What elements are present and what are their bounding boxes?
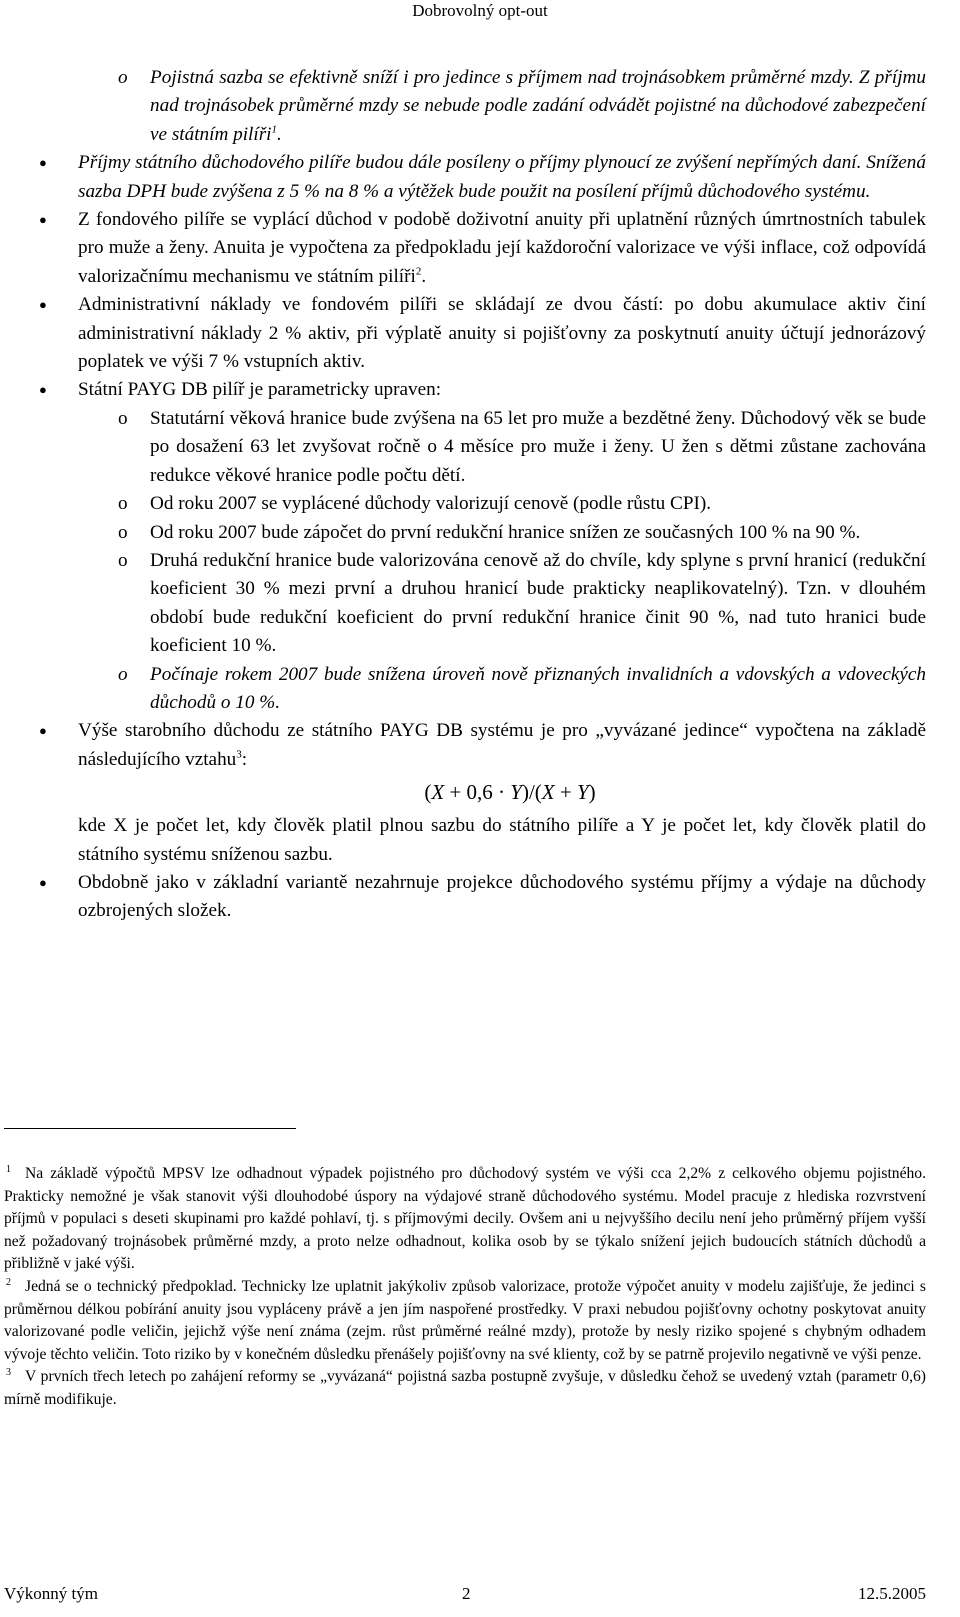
footnote [4,1276,926,1366]
footnote-text: V prvních třech letech po zahájení reformy se „vyvázaná“ pojistná sazba postupně zvyšuje, v důsledku čehož se uvedený vztah (parametr 0,6) mírně modifikuje. [4,1368,926,1408]
formula-paren: ( [424,780,432,805]
sub-bullet: o [118,549,128,571]
formula-paren: ) [588,780,596,805]
sub-bullet: o [118,67,128,88]
formula-var-x: X [431,780,445,805]
paragraph-continuation [0,812,960,869]
footnote-ref[interactable]: 1 [271,123,278,136]
formula-var-x: X [541,780,555,805]
bullet: ● [39,874,47,890]
item-text: Od roku 2007 se vyplácené důchody valorizují cenově (podle růstu CPI). [150,493,712,515]
list-item-sub [0,661,960,718]
list-item [0,717,960,774]
sub-bullet: o [118,663,128,685]
main-content [0,64,960,926]
bullet: ● [39,723,47,739]
footnote-number: 2 [6,1276,11,1288]
formula-op: / [528,780,535,805]
footnote-text: Jedná se o technický předpoklad. Technicky lze uplatnit jakýkoliv způsob valorizace, protože výpočet anuity v modelu zajišťuje, že jedinci s průměrnou délkou pobírání anuity jsou vypláceny právě a jen jím naspořené prostředky. V praxi nebudou pojišťovny ochotny poskytovat anuity valorizované podle veličin, jejichž výše není známa (zejm. růst průměrné reálné mzdy), protože by nesly riziko spojené s chybným odhadem vývoje těchto veličin. Toto riziko by v konečném důsledku přenášely pojišťovny na své klienty, což by se patrně projevilo negativně ve výši penze. [4,1277,926,1363]
footnote-number: 3 [6,1367,11,1379]
item-text: Administrativní náklady ve fondovém pilíři se skládají ze dvou částí: po dobu akumulace aktiv činí administrativní náklady 2 % aktiv, při výplatě anuity si pojišťovny za poskytnutí anuity účtují jednorázový poplatek ve výši 7 % vstupních aktiv. [78,294,926,373]
footnote-ref[interactable]: 3 [236,748,242,761]
list-item [0,376,960,404]
list-item-sub [0,490,960,518]
formula-var-y: Y [510,780,522,805]
formula-op: + [554,780,577,805]
formula-paren: ( [534,780,542,805]
header-title: Dobrovolný opt-out [412,1,548,20]
footer-date: 12.5.2005 [858,1584,926,1603]
item-text: Výše starobního důchodu ze státního PAYG DB systému je pro „vyvázané jedince“ vypočtena na základě následujícího vztahu [78,720,926,770]
bullet: ● [39,212,47,228]
footnote [4,1366,926,1411]
item-text: Počínaje rokem 2007 bude snížena úroveň nově přiznaných invalidních a vdovských a vdoveckých důchodů o 10 %. [150,663,926,713]
sub-bullet: o [118,493,128,515]
page-number: 2 [462,1584,471,1603]
bullet: ● [39,297,47,313]
item-text: Z fondového pilíře se vyplácí důchod v podobě doživotní anuity při uplatnění různých úmrtnostních tabulek pro muže a ženy. Anuita je vypočtena za předpokladu její každoroční valorizace ve výši inflace, což odpovídá valorizačnímu mechanismu ve státním pilíři [78,209,926,287]
list-item-sub [0,519,960,547]
list-item [0,206,960,291]
sub-bullet: o [118,407,128,429]
page-footer [0,1583,960,1605]
list-item [0,869,960,926]
footnote-ref[interactable]: 2 [415,265,422,278]
item-text-end: . [277,123,282,145]
list-item [0,149,960,206]
list-item-sub [0,547,960,661]
list-item-sub [0,64,960,149]
formula-op: · [492,780,511,805]
footnote-text: Na základě výpočtů MPSV lze odhadnout výpadek pojistného pro důchodový systém ve výši cca 2,2% z celkového objemu pojistného. Prakticky nemožné je však stanovit výši dlouhodobé úspory na výdajové straně důchodového systému. Model pracuje z hlediska rozvrstvení příjmů v populaci s deseti skupinami pro každé pohlaví, tj. s příjmovými decily. Ovšem ani u nejvyššího decilu není jeho průměrný příjem vyšší než požadovaný trojnásobek průměrné mzdy, a proto nelze odhadnout, kolika osob by se týkalo snížení jejich budoucích státních důchodů a přibližně v jaké výši. [4,1165,926,1273]
page-header [0,0,960,22]
sub-bullet: o [118,521,128,543]
formula-paren: ) [521,780,529,805]
item-text-end: : [241,748,248,770]
footnote-number: 1 [6,1163,11,1175]
item-text-end: . [421,265,427,287]
formula-op: + [444,780,467,805]
item-text: Pojistná sazba se efektivně sníží i pro jedince s příjmem nad trojnásobkem průměrné mzdy. Z příjmu nad trojnásobek průměrné mzdy se nebude podle zadání odvádět pojistné na důchodové zabezpečení ve státním pilíři [150,67,926,145]
item-text: kde X je počet let, kdy člověk platil plnou sazbu do státního pilíře a Y je počet let, kdy člověk platil do státního systému sníženou sazbu. [78,815,926,865]
formula-coef: 0,6 [466,780,493,805]
list-item-sub [0,405,960,490]
item-text: Od roku 2007 bude zápočet do první redukční hranice snížen ze současných 100 % na 90 %. [150,521,861,543]
formula [0,774,960,810]
list-item [0,291,960,376]
item-text: Obdobně jako v základní variantě nezahrnuje projekce důchodového systému příjmy a výdaje na důchody ozbrojených složek. [78,871,926,922]
item-text: Statutární věková hranice bude zvýšena na 65 let pro muže a bezdětné ženy. Důchodový věk se bude po dosažení 63 let zvyšovat ročně o 4 měsíce pro muže i ženy. U žen s dětmi zůstane zachována redukce věkové hranice podle počtu dětí. [150,407,926,486]
formula-var-y: Y [576,780,589,805]
item-text: Státní PAYG DB pilíř je parametricky upraven: [78,379,442,401]
footer-team: Výkonný tým [4,1584,98,1603]
bullet: ● [39,382,47,398]
item-text: Příjmy státního důchodového pilíře budou dále posíleny o příjmy plynoucí ze zvýšení nepřímých daní. Snížená sazba DPH bude zvýšena z 5 % na 8 % a výtěžek bude použit na posílení příjmů důchodového systému. [78,152,926,202]
footnote [4,1163,926,1276]
bullet: ● [39,155,47,171]
item-text: Druhá redukční hranice bude valorizována cenově až do chvíle, kdy splyne s první hranicí (redukční koeficient 30 % mezi první a druhou hranicí bude prakticky neaplikovatelný). Tzn. v dlouhém období bude redukční koeficient do první redukční hranice činit 90 %, nad tuto hranici bude koeficient 10 %. [150,549,926,657]
footnotes [4,1163,926,1412]
footnote-separator [4,1128,296,1129]
